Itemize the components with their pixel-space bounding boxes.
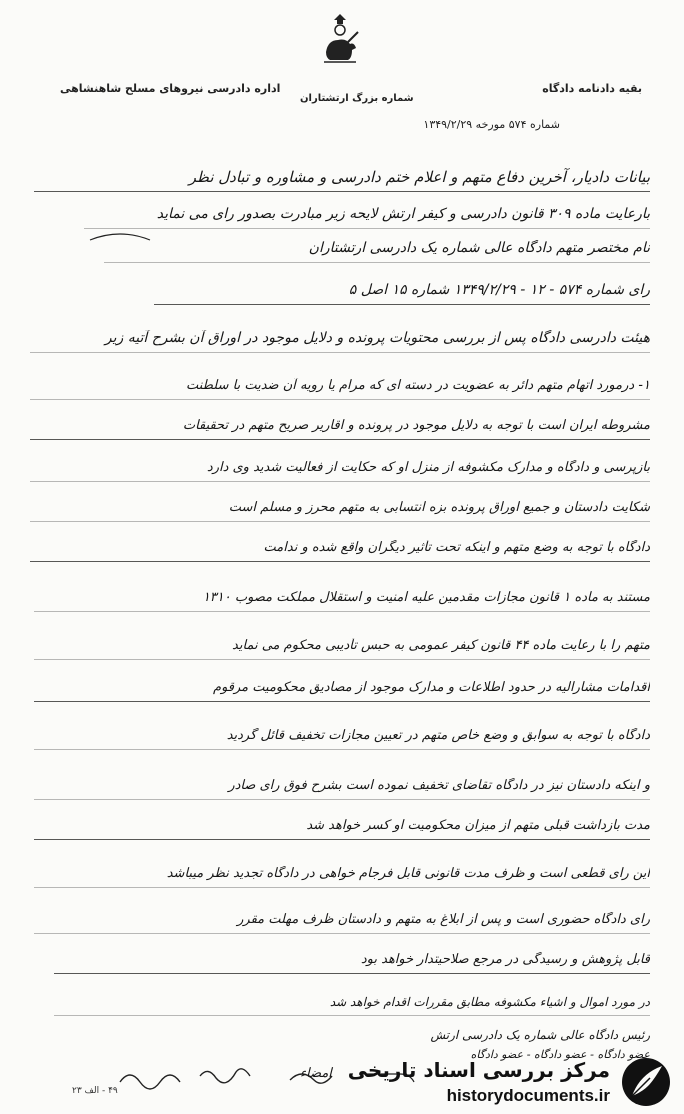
handwritten-line: دادگاه با توجه به وضع متهم و اینکه تحت تأثیر دیگران واقع شده و ندامت xyxy=(263,540,650,555)
handwritten-line: رای دادگاه حضوری است و پس از ابلاغ به متهم و دادستان ظرف مهلت مقرر xyxy=(237,912,650,927)
handwritten-line: مدت بازداشت قبلی متهم از میزان محکومیت او کسر خواهد شد xyxy=(306,818,650,833)
issuing-office-header: اداره دادرسی نیروهای مسلح شاهنشاهی xyxy=(60,82,281,95)
central-header: شماره بزرگ ارتشتاران xyxy=(300,93,414,104)
handwritten-line: اقدامات مشارالیه در حدود اطلاعات و مدارک موجود از مصادیق محکومیت مرقوم xyxy=(213,680,650,695)
handwritten-line: این رای قطعی است و ظرف مدت قانونی قابل فرجام خواهی در دادگاه تجدید نظر میباشد xyxy=(166,866,650,881)
handwritten-line: مستند به ماده ۱ قانون مجازات مقدمین علیه امنیت و استقلال مملکت مصوب ۱۳۱۰ xyxy=(202,590,650,605)
handwritten-line: مشروطه ایران است با توجه به دلایل موجود در پرونده و اقاریر صریح متهم در تحقیقات xyxy=(182,418,650,433)
handwritten-line: و اینکه دادستان نیز در دادگاه تقاضای تخفیف نموده است بشرح فوق رای صادر xyxy=(228,778,650,793)
handwritten-line: رئیس دادگاه عالی شماره یک دادرسی ارتش xyxy=(430,1028,650,1042)
handwritten-line: بیانات دادیار، آخرین دفاع متهم و اعلام ختم دادرسی و مشاوره و تبادل نظر xyxy=(188,168,650,186)
handwritten-line: دادگاه با توجه به سوابق و وضع خاص متهم در تعیین مجازات تخفیف قائل گردید xyxy=(226,728,650,743)
watermark-persian-text: مرکز بررسی اسناد تاریخی xyxy=(347,1058,610,1082)
feather-quill-icon xyxy=(618,1056,674,1108)
handwritten-line: هیئت دادرسی دادگاه پس از بررسی محتویات پرونده و دلایل موجود در اوراق آن بشرح آتیه زیر xyxy=(104,330,650,346)
handwritten-line: بارعایت ماده ۳۰۹ قانون دادرسی و کیفر ارتش لایحه زیر مبادرت بصدور رای می نماید xyxy=(156,206,650,222)
handwritten-line: بازپرسی و دادگاه و مدارک مکشوفه از منزل او که حکایت از فعالیت شدید وی دارد xyxy=(206,460,650,475)
verdict-continuation-header: بقیه دادنامه دادگاه xyxy=(542,82,642,95)
signature-label: امضاء xyxy=(300,1066,332,1081)
reference-line: شماره ۵۷۴ مورخه ۱۳۴۹/۲/۲۹ xyxy=(423,118,560,131)
handwritten-line: قابل پژوهش و رسیدگی در مرجع صلاحیتدار خواهد بود xyxy=(360,952,650,967)
handwritten-line: نام مختصر متهم دادگاه عالی شماره یک دادرسی ارتشتاران xyxy=(308,240,650,256)
handwritten-line: ۱- درمورد اتهام متهم دائر به عضویت در دسته ای که مرام یا رویه آن ضدیت با سلطنت xyxy=(185,378,650,393)
watermark-url: historydocuments.ir xyxy=(446,1086,610,1105)
handwritten-line: شکایت دادستان و جمیع اوراق پرونده بزه انتسابی به متهم محرز و مسلم است xyxy=(228,500,650,515)
footer-form-number: ۴۹ - الف ۲۳ xyxy=(72,1086,118,1096)
handwritten-line: متهم را با رعایت ماده ۴۴ قانون کیفر عمومی به حبس تأدیبی محکوم می نماید xyxy=(232,638,650,653)
handwritten-line: رای شماره ۵۷۴ - ۱۲ - ۱۳۴۹/۲/۲۹ شماره ۱۵ اصل ۵ xyxy=(348,282,650,298)
watermark xyxy=(347,1054,680,1110)
handwritten-line: در مورد اموال و اشیاء مکشوفه مطابق مقررات اقدام خواهد شد xyxy=(329,995,650,1009)
handwritten-line: عضو دادگاه - عضو دادگاه - عضو دادگاه xyxy=(470,1048,650,1061)
